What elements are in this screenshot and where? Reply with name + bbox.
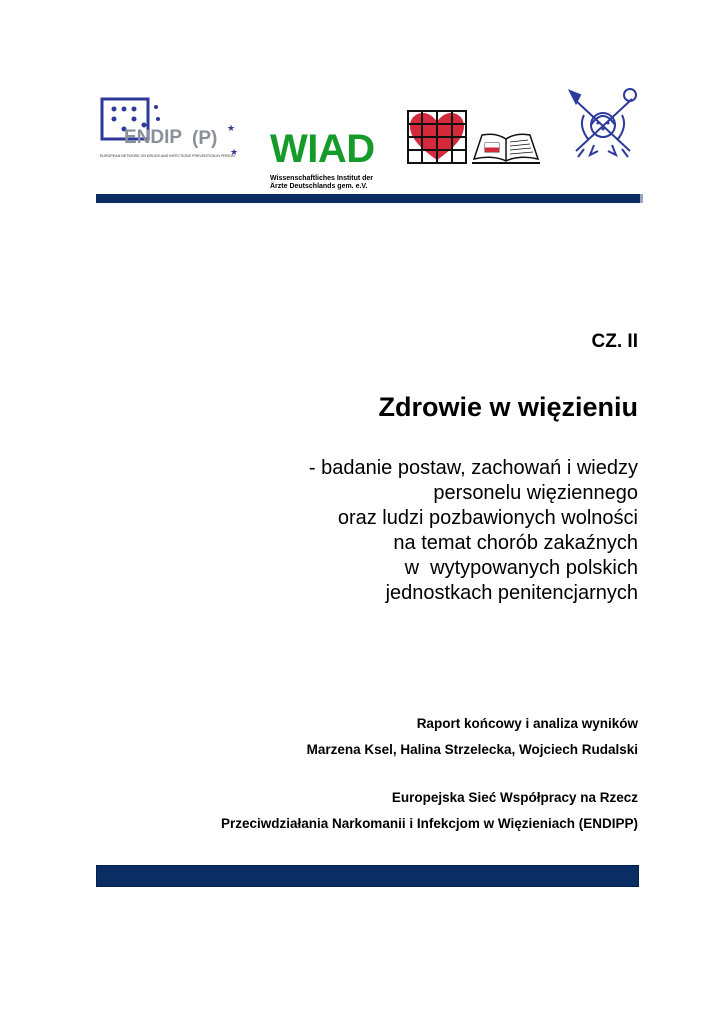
top-divider-bar <box>96 194 643 203</box>
prison-service-emblem-icon <box>564 85 642 161</box>
subtitle-line-3: oraz ludzi pozbawionych wolności <box>337 507 638 529</box>
svg-text:(P): (P) <box>192 128 218 149</box>
open-book-logo <box>472 129 540 170</box>
organization-line-2: Przeciwdziałania Narkomanii i Infekcjom w Więzieniach (ENDIPP) <box>221 816 638 831</box>
authors: Marzena Ksel, Halina Strzelecka, Wojciech Rudalski <box>306 742 638 757</box>
report-info <box>307 711 638 763</box>
document-title: Zdrowie w więzieniu <box>378 392 638 422</box>
open-book-icon <box>472 129 540 165</box>
subtitle-line-4: na temat chorób zakaźnych <box>393 532 638 554</box>
endipp-logo <box>100 97 252 157</box>
part-label: CZ. II <box>591 331 638 352</box>
heart-behind-bars-logo <box>407 110 467 169</box>
report-type: Raport końcowy i analiza wyników <box>416 716 638 731</box>
subtitle-line-5: w wytypowanych polskich <box>404 557 638 579</box>
endipp-logo-icon <box>100 97 252 159</box>
subtitle-line-1: - badanie postaw, zachowań i wiedzy <box>308 457 638 479</box>
wiad-logo <box>270 129 398 191</box>
wiad-logo-title: WIAD <box>270 127 375 171</box>
wiad-subtitle-line-1: Wissenschaftliches Institut der <box>270 175 374 182</box>
heart-behind-bars-icon <box>407 110 467 164</box>
logo-strip <box>96 85 641 195</box>
subtitle-line-6: jednostkach penitencjarnych <box>385 582 638 604</box>
svg-text:★: ★ <box>230 148 239 158</box>
bottom-divider-bar <box>96 865 639 887</box>
wiad-logo-subtitle <box>270 175 398 191</box>
document-subtitle <box>309 456 638 606</box>
svg-text:ENDIP: ENDIP <box>124 127 183 148</box>
prison-service-emblem <box>564 85 642 166</box>
wiad-subtitle-line-2: Ärzte Deutschlands gem. e.V. <box>270 183 368 190</box>
svg-text:★: ★ <box>227 124 236 134</box>
organization-line-1: Europejska Sieć Współpracy na Rzecz <box>391 790 638 805</box>
svg-text:EUROPEAN NETWORK ON DRUGS AND: EUROPEAN NETWORK ON DRUGS AND INFECTIONS PREVENTION IN PRISON <box>100 154 235 158</box>
organization-info <box>221 785 638 837</box>
subtitle-line-2: personelu więziennego <box>433 482 638 504</box>
